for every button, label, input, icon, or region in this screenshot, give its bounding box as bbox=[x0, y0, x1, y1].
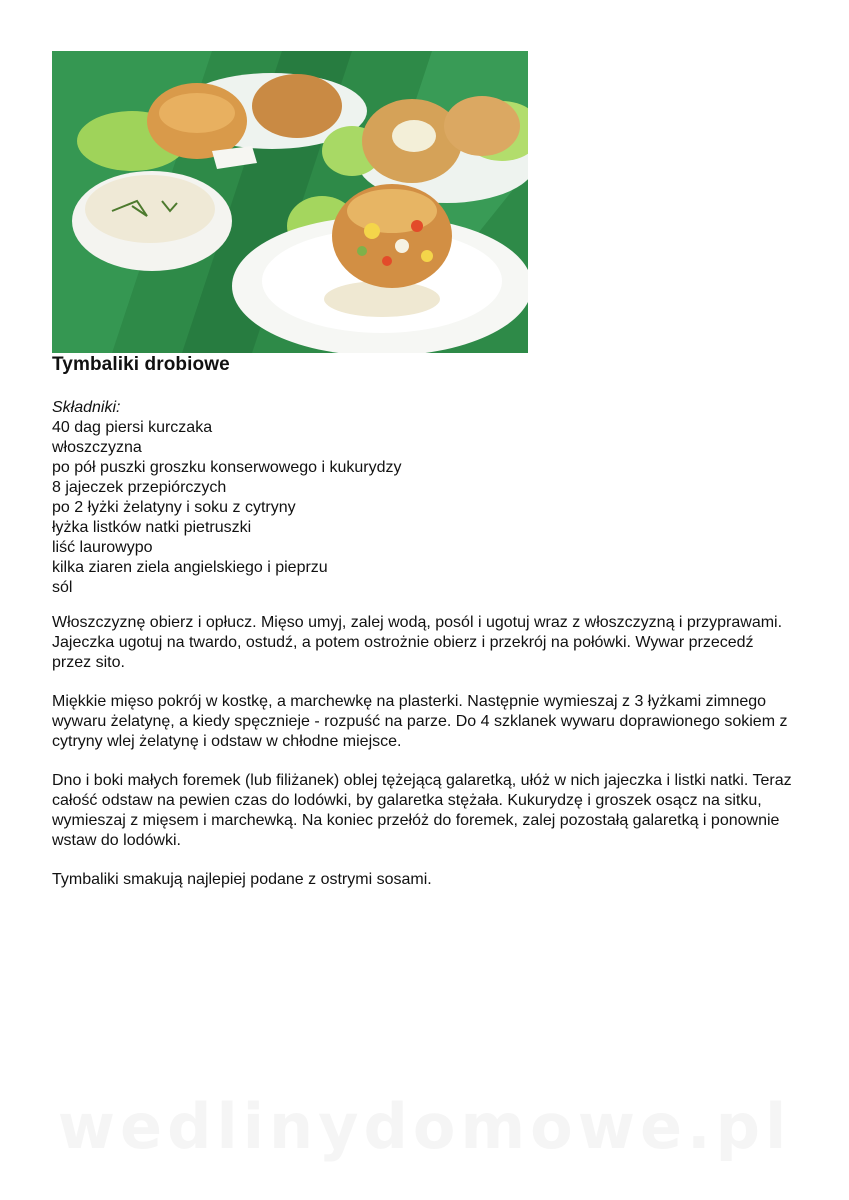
ingredient-item: łyżka listków natki pietruszki bbox=[52, 519, 252, 536]
aspic-dish-illustration bbox=[52, 51, 528, 353]
ingredients-list bbox=[52, 418, 402, 598]
ingredient-item: sól bbox=[52, 579, 73, 596]
ingredient-item: włoszczyzna bbox=[52, 439, 142, 456]
ingredients-section bbox=[52, 398, 402, 598]
step-paragraph: Miękkie mięso pokrój w kostkę, a marchewkę na plasterki. Następnie wymieszaj z 3 łyżkami zimnego wywaru żelatynę, a kiedy spęcznieje - rozpuść na parze. Do 4 szklanek wywaru doprawionego sokiem z cytryny wlej żelatynę i odstaw w chłodne miejsce. bbox=[52, 693, 788, 750]
step-paragraph: Tymbaliki smakują najlepiej podane z ostrymi sosami. bbox=[52, 871, 432, 888]
recipe-photo bbox=[52, 51, 528, 353]
ingredient-item: 8 jajeczek przepiórczych bbox=[52, 479, 227, 496]
recipe-title: Tymbaliki drobiowe bbox=[52, 354, 230, 375]
ingredient-item: po pół puszki groszku konserwowego i kukurydzy bbox=[52, 459, 402, 476]
step-paragraph: Dno i boki małych foremek (lub filiżanek) oblej tężejącą galaretką, ułóż w nich jajeczka i listki natki. Teraz całość odstaw na pewien czas do lodówki, by galaretka stężała. Kukurydzę i groszek osącz na sitku, wymieszaj z mięsem i marchewką. Na koniec przełóż do foremek, zalej pozostałą galaretką i ponownie wstaw do lodówki. bbox=[52, 772, 792, 849]
ingredient-item: liść laurowypo bbox=[52, 539, 153, 556]
ingredient-item: po 2 łyżki żelatyny i soku z cytryny bbox=[52, 499, 296, 516]
ingredient-item: kilka ziaren ziela angielskiego i pieprzu bbox=[52, 559, 328, 576]
ingredient-item: 40 dag piersi kurczaka bbox=[52, 419, 213, 436]
ingredients-label: Składniki: bbox=[52, 399, 121, 416]
watermark: wedlinydomowe.pl bbox=[57, 1090, 792, 1163]
preparation-steps bbox=[52, 613, 797, 909]
step-paragraph: Włoszczyznę obierz i opłucz. Mięso umyj, zalej wodą, posól i ugotuj wraz z włoszczyzną i przyprawami. Jajeczka ugotuj na twardo, ostudź, a potem ostrożnie obierz i przekrój na połówki. Wywar przecedź przez sito. bbox=[52, 614, 783, 671]
